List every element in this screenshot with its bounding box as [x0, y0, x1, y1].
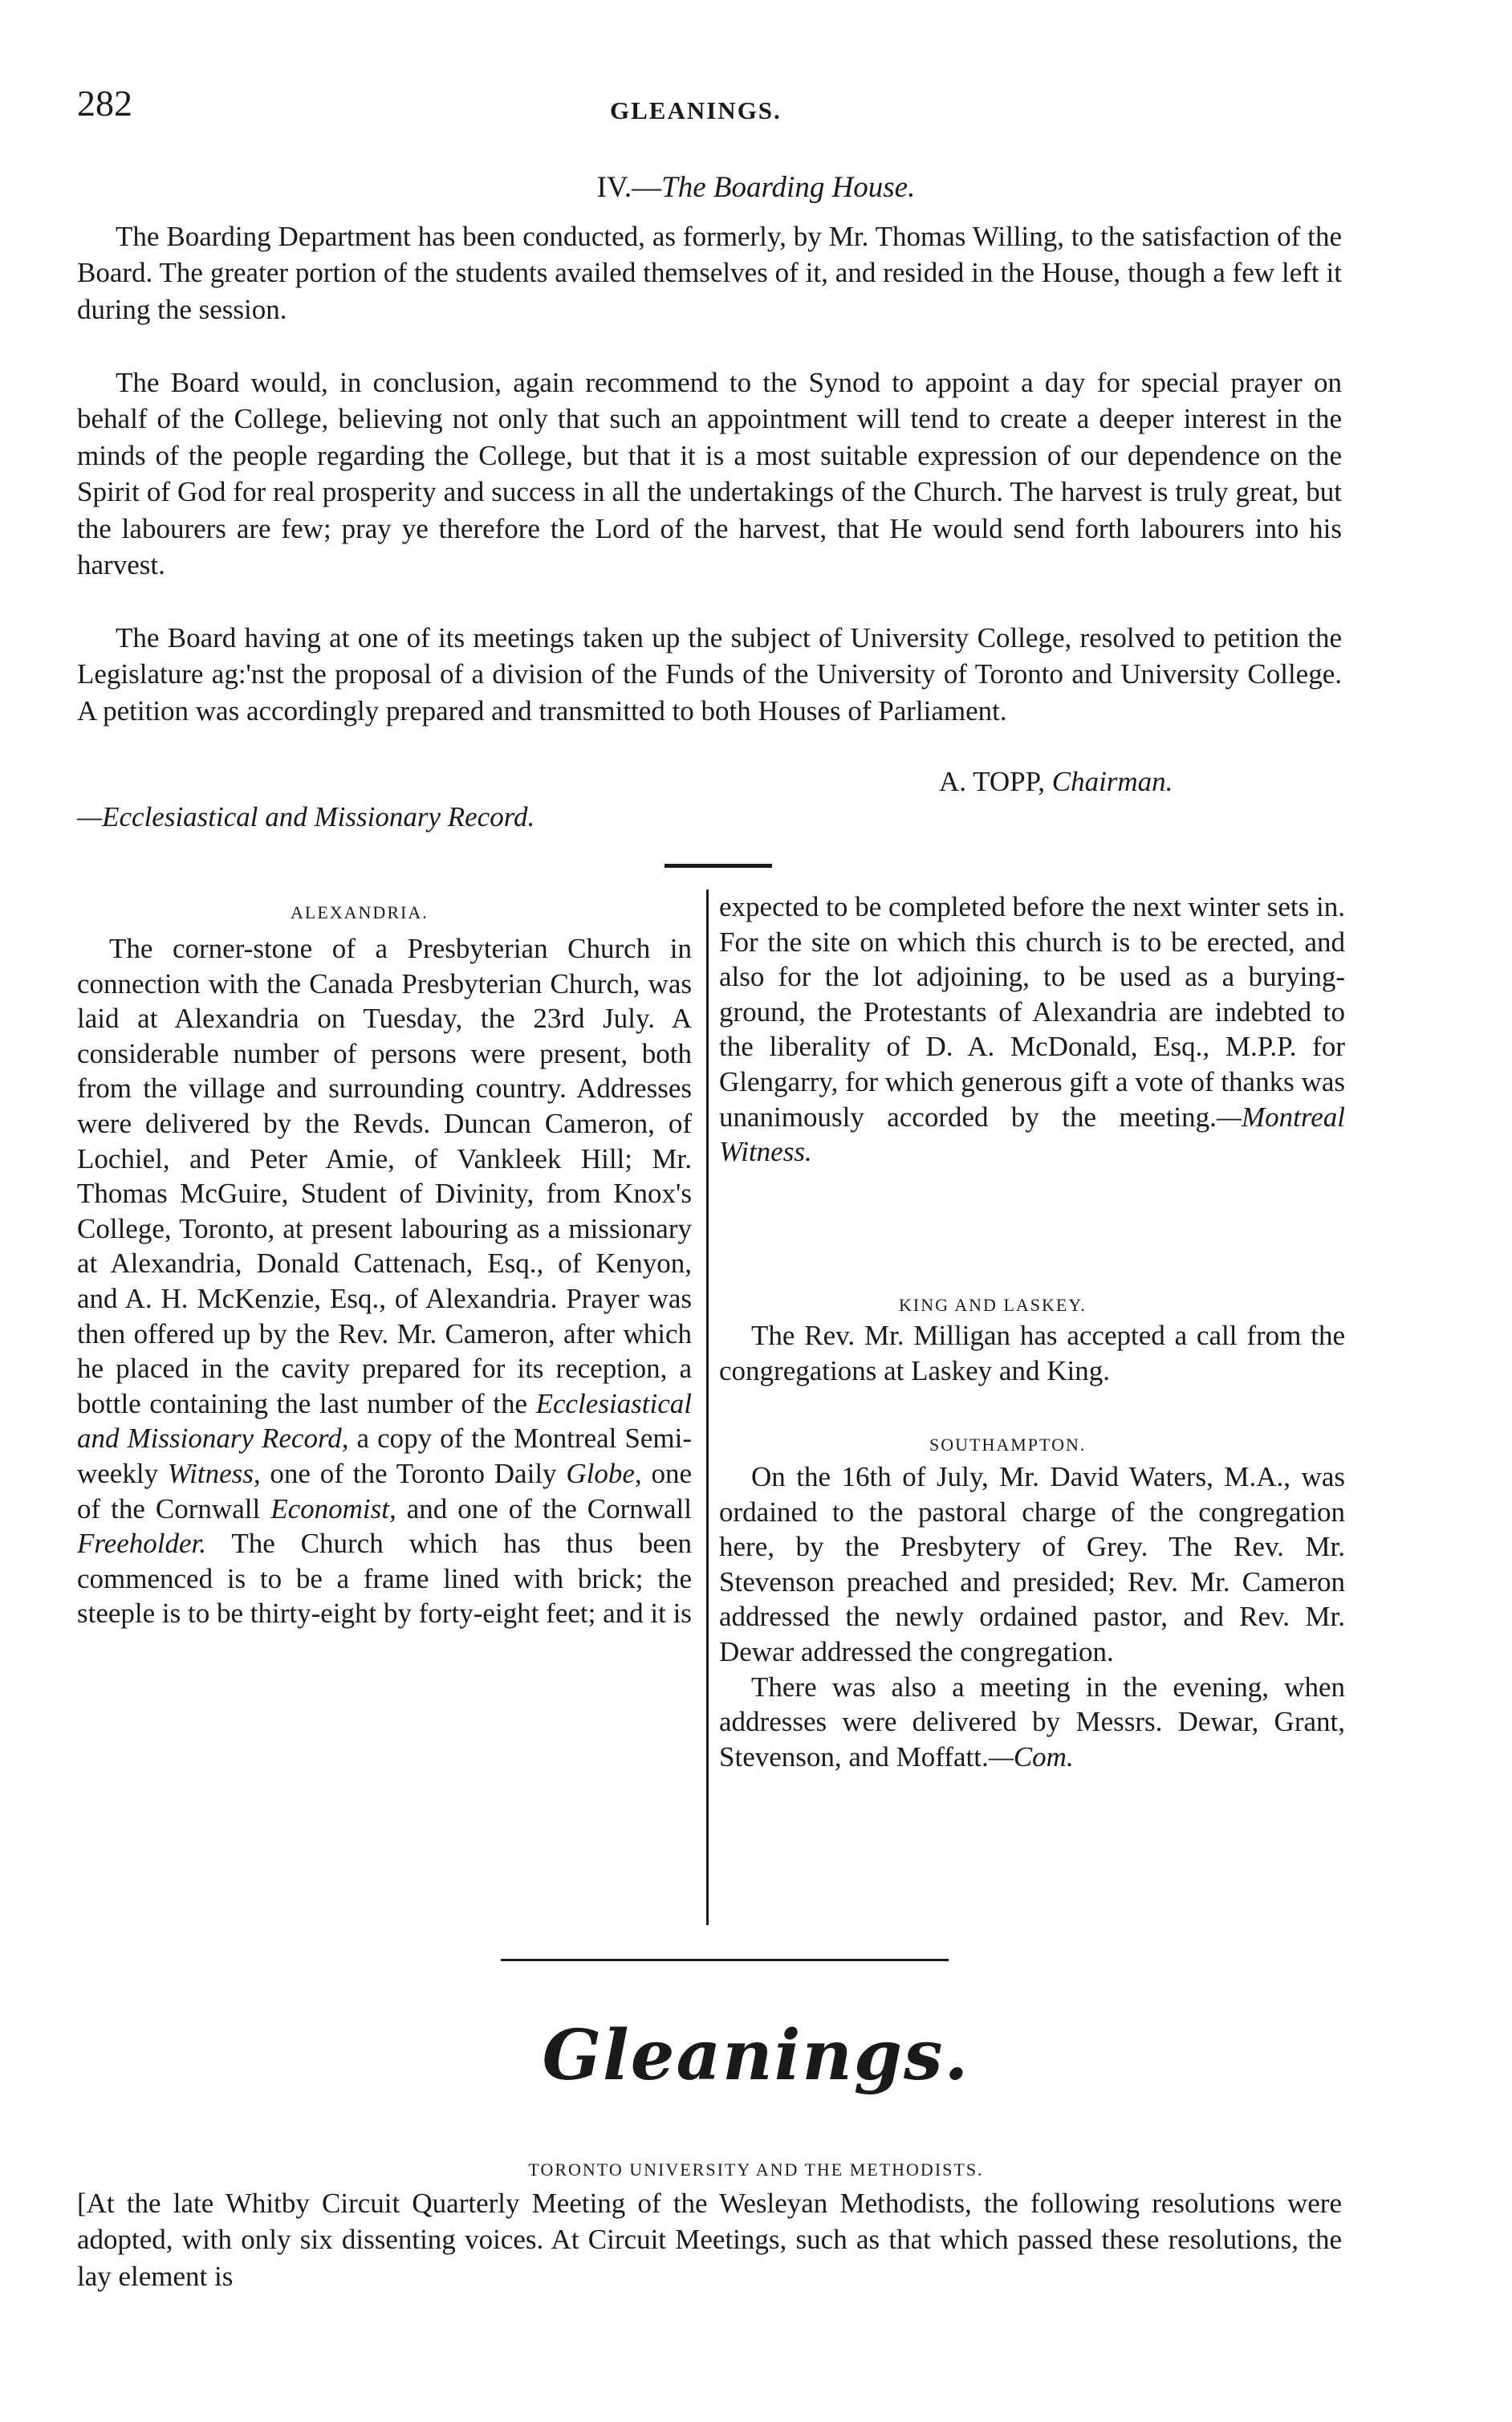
signature-role: Chairman. — [1051, 766, 1173, 797]
alexandria-italic-freeholder: Freeholder. — [77, 1528, 207, 1560]
source-credit: —Ecclesiastical and Missionary Record. — [77, 801, 535, 832]
alexandria-article — [77, 931, 692, 1631]
alexandria-text: one of the Cornwall — [77, 1457, 693, 1524]
alexandria-text: one of the Toronto Daily — [260, 1457, 567, 1489]
alexandria-italic-economist: Economist, — [270, 1492, 396, 1524]
alexandria-credit: —Montreal Witness. — [719, 1101, 1345, 1168]
gleanings-title: Gleanings. — [542, 2015, 970, 2096]
southampton-heading: SOUTHAMPTON. — [929, 1435, 1087, 1455]
page-number: 282 — [77, 83, 132, 124]
section-numeral: IV.— — [596, 171, 662, 204]
paragraph-prayer: The Board would, in conclusion, again recommend to the Synod to appoint a day for special prayer on behalf of the College, believing not only that such an appointment will tend to create a deeper interest in the minds of the people regarding the College, but that it is a most suitable expression of our dependence on the Spirit of God for real prosperity and success in all the undertakings of the Church. The harvest is truly great, but the labourers are few; pray ye therefore the Lord of the harvest, that He would send forth labourers into his harvest. — [77, 367, 1342, 581]
toronto-methodists-heading: TORONTO UNIVERSITY AND THE METHODISTS. — [528, 2159, 984, 2180]
southampton-text: There was also a meeting in the evening, when addresses were delivered by Messrs. Dewar, Grant, Stevenson, and Moffatt. — [719, 1671, 1345, 1773]
alexandria-text: and one of the Cornwall — [396, 1492, 692, 1524]
signature — [939, 766, 1173, 798]
alexandria-italic-record: Ecclesiastical and Missionary Record, — [77, 1387, 692, 1455]
running-title: GLEANINGS. — [610, 96, 782, 124]
alexandria-continuation-text: expected to be completed before the next winter sets in. For the site on which this church is to be erected, and also for the lot adjoining, to be used as a burying-ground, the Protestants of Alexandria are indebted to the liberality of D. A. McDonald, Esq., M.P.P. for Glengarry, for which generous gift a vote of thanks was unanimously accorded by the meeting. — [719, 891, 1345, 1133]
paragraph-boarding: The Boarding Department has been conducted, as formerly, by Mr. Thomas Willing, to the satisfaction of the Board. The greater portion of the students availed themselves of it, and resided in the House, though a few left it during the session. — [77, 221, 1342, 325]
southampton-article — [719, 1459, 1345, 1774]
section-heading — [0, 170, 1512, 205]
gleanings-paragraph: [At the late Whitby Circuit Quarterly Meeting of the Wesleyan Methodists, the following resolutions were adopted, with only six dissenting voices. At Circuit Meetings, such as that which passed these resolutions, the lay element is — [77, 2188, 1342, 2292]
southampton-paragraph-1: On the 16th of July, Mr. David Waters, M.A., was ordained to the pastoral charge of the congregation here, by the Presbytery of Grey. The Rev. Mr. Stevenson preached and presided; Rev. Mr. Cameron addressed the newly ordained pastor, and Rev. Mr. Dewar addressed the congregation. — [719, 1461, 1345, 1667]
section-divider — [665, 864, 772, 868]
alexandria-italic-globe: Globe, — [566, 1457, 642, 1489]
southampton-paragraph-2 — [719, 1670, 1345, 1775]
alexandria-text: The Church which has thus been commenced is to be a frame lined with brick; the steeple is to be thirty-eight by forty-eight feet; and it is — [77, 1528, 692, 1630]
alexandria-italic-witness: Witness, — [167, 1457, 261, 1489]
paragraph-petition: The Board having at one of its meetings taken up the subject of University College, resolved to petition the Legislature ag:'nst the proposal of a division of the Funds of the University of Toronto and University College. A petition was accordingly prepared and transmitted to both Houses of Parliament. — [77, 622, 1342, 727]
alexandria-text: The corner-stone of a Presbyterian Church in connection with the Canada Presbyterian Church, was laid at Alexandria on Tuesday, the 23rd July. A considerable number of persons were present, both from the village and surrounding country. Addresses were delivered by the Revds. Duncan Cameron, of Lochiel, and Peter Amie, of Vankleek Hill; Mr. Thomas McGuire, Student of Divinity, from Knox's College, Toronto, at present labouring as a missionary at Alexandria, Donald Cattenach, Esq., of Kenyon, and A. H. McKenzie, Esq., of Alexandria. Prayer was then offered up by the Rev. Mr. Cameron, after which he placed in the cavity prepared for its reception, a bottle containing the last number of the — [77, 933, 692, 1419]
gleanings-divider — [501, 1959, 949, 1961]
section-title: The Boarding House. — [661, 171, 916, 204]
signature-name: A. TOPP, — [939, 766, 1045, 797]
column-divider — [706, 889, 709, 1925]
alexandria-continuation — [719, 889, 1345, 1170]
alexandria-text: a copy of the Montreal Semi-weekly — [77, 1423, 692, 1489]
king-laskey-article: The Rev. Mr. Milligan has accepted a call from the congregations at Laskey and King. — [719, 1320, 1345, 1386]
king-laskey-heading: KING AND LASKEY. — [899, 1295, 1087, 1315]
alexandria-heading: ALEXANDRIA. — [291, 902, 429, 922]
southampton-credit: —Com. — [988, 1740, 1074, 1773]
